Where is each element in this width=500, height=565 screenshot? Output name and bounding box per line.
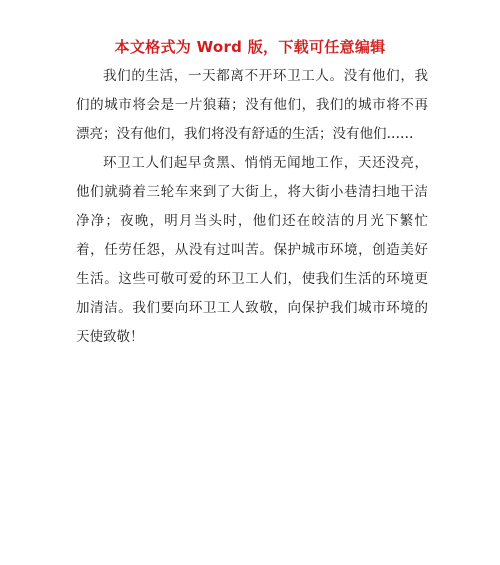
paragraph-line: 着，任劳任怨，从没有过叫苦。保护城市环境，创造美好 <box>76 242 428 258</box>
paragraph-line: 加清洁。我们要向环卫工人致敬，向保护我们城市环境的 <box>76 300 428 316</box>
paragraph-line: 们的城市将会是一片狼藉；没有他们，我们的城市将不再 <box>76 97 428 113</box>
format-notice-banner: 本文格式为 Word 版，下载可任意编辑 <box>114 38 386 56</box>
paragraph-line: 环卫工人们起早贪黑、悄悄无闻地工作，天还没亮， <box>103 155 428 171</box>
document-body <box>76 62 428 352</box>
paragraph-line: 我们的生活，一天都离不开环卫工人。没有他们，我 <box>103 68 428 84</box>
paragraph-line: 漂亮；没有他们，我们将没有舒适的生活；没有他们…… <box>76 126 414 142</box>
paragraph-line: 生活。这些可敬可爱的环卫工人们，使我们生活的环境更 <box>76 271 428 287</box>
paragraph-line: 净净；夜晚，明月当头时，他们还在皎洁的月光下繁忙 <box>76 213 428 229</box>
paragraph-line: 他们就骑着三轮车来到了大街上，将大街小巷清扫地干洁 <box>76 184 428 200</box>
paragraph-2 <box>76 149 428 352</box>
paragraph-1 <box>76 62 428 149</box>
paragraph-line: 天使致敬！ <box>76 329 144 345</box>
